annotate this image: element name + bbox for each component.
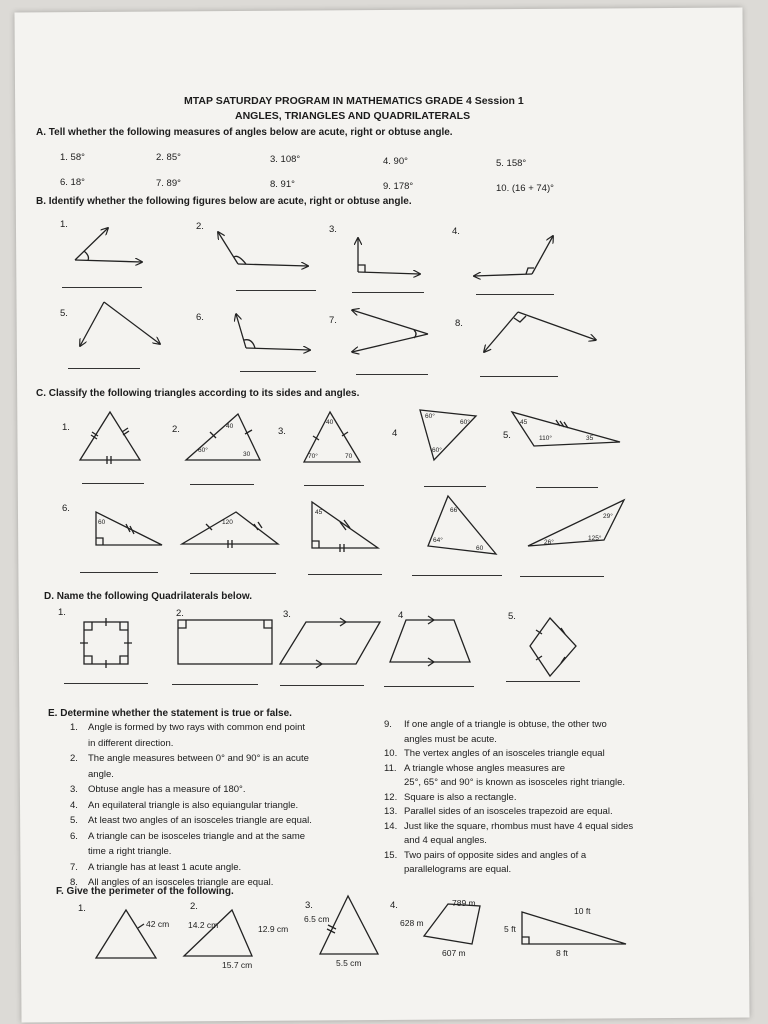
- angle-figure-b7: [352, 310, 428, 352]
- statement-text: At least two angles of an isosceles triangle are equal.: [88, 815, 312, 826]
- statement-number: 5.: [70, 815, 78, 826]
- statement-text: time a right triangle.: [88, 846, 172, 857]
- a-item-8: 8. 91°: [270, 179, 295, 190]
- angle-figure-b2: [218, 232, 308, 266]
- statement-text: Obtuse angle has a measure of 180°.: [88, 784, 246, 795]
- c-label-5: 5.: [503, 430, 511, 441]
- angle-label: 35: [586, 435, 594, 442]
- section-a-title: A. Tell whether the following measures of angles below are acute, right or obtuse angle.: [36, 127, 453, 138]
- a-item-6: 6. 18°: [60, 177, 85, 188]
- triangle-c2: [186, 414, 260, 460]
- statement-number: 10.: [384, 748, 398, 759]
- statement-text: If one angle of a triangle is obtuse, the other two: [404, 719, 607, 730]
- perimeter-figure-4: [400, 898, 480, 958]
- triangle-c1: [80, 412, 140, 464]
- statement-text: Just like the square, rhombus must have 4 equal sides: [404, 820, 634, 832]
- a-item-10: 10. (16 + 74)°: [496, 183, 554, 194]
- statement-text: Square is also a rectangle.: [404, 791, 517, 803]
- statement-number: 6.: [70, 830, 78, 842]
- b-label-8: 8.: [455, 318, 463, 329]
- statement-text: angles must be acute.: [404, 733, 497, 745]
- statement-text: The vertex angles of an isosceles triangle equal: [404, 748, 605, 759]
- quad-rhombus: [530, 618, 576, 676]
- c-label-4: 4: [392, 428, 398, 439]
- angle-label: 60: [98, 519, 106, 526]
- f-label-2: 2.: [190, 901, 198, 912]
- quad-rectangle: [178, 620, 272, 664]
- statement-text: A triangle has at least 1 acute angle.: [88, 861, 242, 873]
- angle-figure-b3: [358, 238, 420, 274]
- triangle-c8: [312, 502, 378, 552]
- statement-number: 7.: [70, 861, 78, 873]
- statement-number: 11.: [384, 762, 397, 774]
- section-f-title: F. Give the perimeter of the following.: [56, 886, 234, 897]
- statement-number: 3.: [70, 784, 78, 795]
- a-item-4: 4. 90°: [383, 156, 408, 167]
- triangle-c4: [420, 410, 476, 460]
- statement-text: parallelograms are equal.: [404, 864, 512, 875]
- a-item-2: 2. 85°: [156, 152, 181, 163]
- statement-text: All angles of an isosceles triangle are equal.: [88, 877, 274, 888]
- triangle-c5: [512, 412, 620, 446]
- statement-text: An equilateral triangle is also equiangular triangle.: [88, 799, 299, 811]
- section-e-title: E. Determine whether the statement is true or false.: [48, 708, 292, 719]
- statement-number: 8.: [70, 877, 78, 888]
- header-line-1: MTAP SATURDAY PROGRAM IN MATHEMATICS GRADE 4 Session 1: [184, 95, 524, 107]
- measure-label: 5.5 cm: [336, 958, 362, 968]
- measure-label: 15.7 cm: [222, 960, 253, 970]
- measure-label: 10 ft: [574, 906, 591, 916]
- angle-label: 60°: [198, 447, 208, 454]
- measure-label: 8 ft: [556, 948, 568, 958]
- b-label-6: 6.: [196, 312, 204, 323]
- statement-text: 25°, 65° and 90° is known as isosceles right triangle.: [404, 777, 626, 788]
- statement-text: Two pairs of opposite sides and angles of a: [404, 849, 587, 861]
- perimeter-figure-5: [504, 906, 626, 958]
- measure-label: 607 m: [442, 948, 466, 958]
- triangle-c7: [182, 512, 278, 548]
- measure-label: 14.2 cm: [188, 920, 219, 930]
- measure-label: 5 ft: [504, 924, 516, 934]
- f-label-1: 1.: [78, 903, 86, 914]
- statement-number: 14.: [384, 820, 398, 832]
- angle-label: 60: [476, 545, 484, 552]
- statement-text: angle.: [88, 768, 114, 780]
- triangle-c6: [96, 512, 162, 545]
- statement-text: Angle is formed by two rays with common end point: [88, 722, 306, 733]
- statement-number: 1.: [70, 722, 78, 733]
- angle-figure-b4: [474, 236, 553, 276]
- quad-trapezoid: [390, 616, 470, 666]
- a-item-3: 3. 108°: [270, 154, 301, 165]
- perimeter-figure-1: [96, 910, 169, 958]
- a-item-5: 5. 158°: [496, 158, 527, 169]
- angle-figure-b1: [75, 228, 142, 262]
- statement-text: and 4 equal angles.: [404, 835, 487, 846]
- statement-number: 9.: [384, 719, 392, 730]
- measure-label: 42 cm: [146, 919, 170, 929]
- statement-number: 2.: [70, 753, 78, 764]
- b-label-7: 7.: [329, 315, 337, 326]
- statement-number: 15.: [384, 849, 398, 861]
- perimeter-figure-3: [304, 896, 378, 968]
- c-label-2: 2.: [172, 424, 180, 435]
- measure-label: 6.5 cm: [304, 914, 330, 924]
- statement-text: A triangle whose angles measures are: [404, 762, 566, 774]
- a-item-9: 9. 178°: [383, 181, 414, 192]
- angle-label: 30: [243, 451, 251, 458]
- statement-text: A triangle can be isosceles triangle and at the same: [88, 830, 306, 842]
- statement-text: The angle measures between 0° and 90° is an acute: [88, 753, 309, 764]
- triangle-c3: [304, 412, 360, 462]
- perimeter-figure-2: [184, 910, 288, 970]
- angle-label: 45: [520, 419, 528, 426]
- d-label-2: 2.: [176, 608, 184, 619]
- f-label-4: 4.: [390, 900, 398, 911]
- angle-figure-b8: [484, 312, 596, 352]
- c-label-1: 1.: [62, 422, 70, 433]
- angle-label: 45: [315, 509, 323, 516]
- angle-label: 60°: [425, 413, 435, 420]
- statement-number: 13.: [384, 806, 398, 817]
- d-label-5: 5.: [508, 611, 516, 622]
- section-b-title: B. Identify whether the following figures below are acute, right or obtuse angle.: [36, 196, 412, 207]
- triangle-c9: [428, 496, 496, 554]
- a-item-1: 1. 58°: [60, 152, 85, 163]
- b-label-5: 5.: [60, 308, 68, 319]
- b-label-3: 3.: [329, 224, 337, 235]
- angle-label: 70: [345, 453, 353, 460]
- statement-text: Parallel sides of an isosceles trapezoid are equal.: [404, 806, 613, 817]
- measure-label: 628 m: [400, 918, 424, 928]
- triangle-c10: [528, 500, 624, 546]
- c-label-6: 6.: [62, 503, 70, 514]
- d-label-4: 4: [398, 610, 404, 621]
- b-label-1: 1.: [60, 219, 68, 230]
- c-label-3: 3.: [278, 426, 286, 437]
- quad-parallelogram: [280, 618, 380, 668]
- angle-figure-b5: [80, 302, 160, 346]
- header-line-2: ANGLES, TRIANGLES AND QUADRILATERALS: [235, 110, 471, 122]
- measure-label: 789 m: [452, 898, 476, 908]
- section-c-title: C. Classify the following triangles according to its sides and angles.: [36, 388, 360, 399]
- statement-number: 12.: [384, 791, 398, 803]
- angle-label: 40: [226, 423, 234, 430]
- angle-label: 40: [326, 419, 334, 426]
- a-item-7: 7. 89°: [156, 178, 181, 189]
- d-label-1: 1.: [58, 607, 66, 618]
- angle-label: 26°: [544, 539, 554, 546]
- angle-label: 120: [222, 519, 233, 526]
- b-label-2: 2.: [196, 221, 204, 232]
- b-label-4: 4.: [452, 226, 460, 237]
- angle-label: 64°: [433, 537, 443, 544]
- angle-label: 125°: [588, 535, 602, 542]
- angle-label: 60°: [432, 447, 442, 454]
- measure-label: 12.9 cm: [258, 924, 289, 934]
- angle-label: 29°: [603, 513, 613, 520]
- angle-label: 66: [450, 507, 458, 514]
- angle-figure-b6: [236, 314, 310, 350]
- section-d-title: D. Name the following Quadrilaterals below.: [44, 591, 252, 602]
- f-label-3: 3.: [305, 900, 313, 911]
- quad-square: [80, 618, 132, 668]
- angle-label: 110°: [539, 435, 552, 442]
- angle-label: 70°: [308, 453, 318, 460]
- d-label-3: 3.: [283, 609, 291, 620]
- statement-text: in different direction.: [88, 737, 174, 749]
- statement-number: 4.: [70, 799, 78, 811]
- angle-label: 60°: [460, 419, 470, 426]
